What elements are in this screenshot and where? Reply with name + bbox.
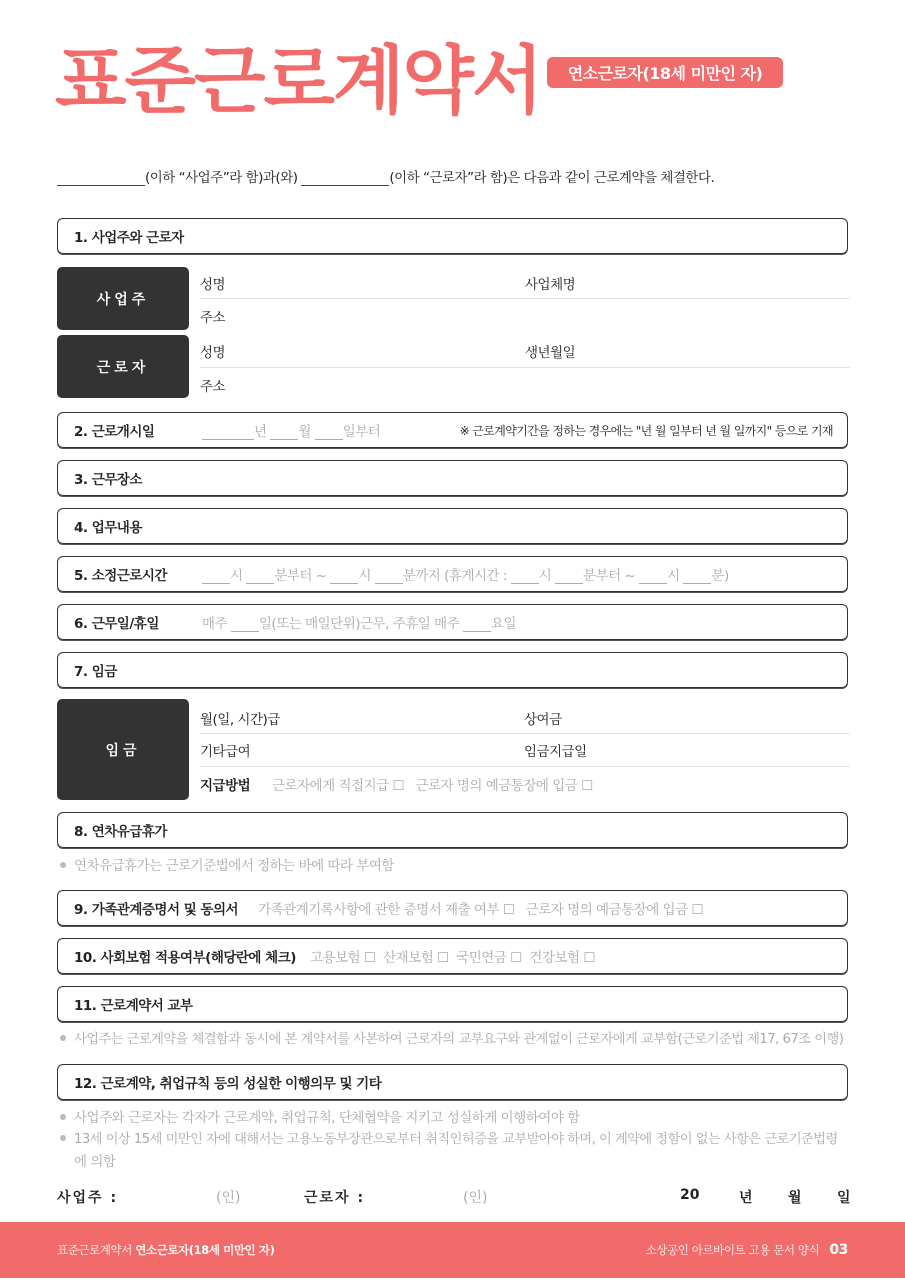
section-12-obligations: 12. 근로계약, 취업규칙 등의 성실한 이행의무 및 기타 (57, 1064, 848, 1100)
section-7-wage: 7. 임금 (57, 652, 848, 688)
date-year-label: 년 (739, 1190, 753, 1206)
footer-right: 소상공인 아르바이트 고용 문서 양식 03 (645, 1242, 848, 1258)
category-badge: 연소근로자(18세 미만인 자) (547, 57, 783, 88)
worker-birth-label: 생년월일 (525, 345, 576, 361)
weekly-holiday-blank[interactable] (463, 619, 491, 632)
date-day-label: 일 (837, 1190, 851, 1206)
annual-leave-bullet: 연차유급휴가는 근로기준법에서 정하는 바에 따라 부여함 (60, 855, 394, 877)
day-blank[interactable] (315, 427, 343, 440)
insurance-options[interactable]: 고용보험 ☐ 산재보험 ☐ 국민연금 ☐ 건강보험 ☐ (309, 950, 595, 966)
page-number: 03 (829, 1242, 848, 1258)
month-blank[interactable] (270, 427, 298, 440)
worker-seal[interactable]: (인) (463, 1190, 488, 1206)
section-10-social-insurance: 10. 사회보험 적용여부(해당란에 체크) 고용보험 ☐ 산재보험 ☐ 국민연금 ☐ 건강보험 ☐ (57, 938, 848, 974)
bullet-icon (60, 1035, 66, 1041)
obligation-bullet-2-cont: 에 의함 (74, 1154, 116, 1170)
section-2-start-date: 2. 근로개시일 년 월 일부터 ※ 근로계약기간을 정하는 경우에는 "년 월 일부터 년 월 일까지" 등으로 기재 (57, 412, 848, 448)
section-8-annual-leave: 8. 연차유급휴가 (57, 812, 848, 848)
worker-box: 근로자 (57, 335, 189, 398)
intro-sentence: (이하 “사업주”라 함)과(와) (이하 “근로자”라 함)은 다음과 같이 근로계약을 체결한다. (57, 166, 714, 186)
break-end-min-blank[interactable] (683, 571, 711, 584)
bullet-icon (60, 1114, 66, 1120)
page-footer (0, 1222, 905, 1278)
employer-box: 사업주 (57, 267, 189, 330)
section-11-contract-delivery: 11. 근로계약서 교부 (57, 986, 848, 1022)
end-hour-blank[interactable] (330, 571, 358, 584)
document-title: 표준근로계약서 (55, 38, 542, 124)
section-5-working-hours: 5. 소정근로시간 시 분부터 ~ 시 분까지 (휴게시간 : 시 분부터 ~ 시 분) (57, 556, 848, 592)
payment-method-options[interactable]: 근로자에게 직접지급 ☐ 근로자 명의 예금통장에 입금 ☐ (272, 778, 593, 794)
worker-name-label: 성명 (200, 345, 226, 361)
section-4-duties: 4. 업무내용 (57, 508, 848, 544)
divider (200, 766, 850, 767)
section-3-workplace: 3. 근무장소 (57, 460, 848, 496)
end-min-blank[interactable] (375, 571, 403, 584)
start-min-blank[interactable] (246, 571, 274, 584)
date-month-label: 월 (788, 1190, 802, 1206)
break-start-min-blank[interactable] (555, 571, 583, 584)
days-per-week-blank[interactable] (231, 619, 259, 632)
employer-name-label: 성명 (200, 277, 226, 293)
worker-blank[interactable] (301, 172, 389, 186)
monthly-wage-label: 월(일, 시간)급 (200, 712, 280, 728)
section-1-header: 1. 사업주와 근로자 (57, 218, 848, 254)
payday-label: 임금지급일 (524, 744, 587, 760)
section-9-family-certificate: 9. 가족관계증명서 및 동의서 가족관계기록사항에 관한 증명서 제출 여부 ☐ 근로자 명의 예금통장에 입금 ☐ (57, 890, 848, 926)
contract-delivery-bullet: 사업주는 근로계약을 체결함과 동시에 본 계약서를 사본하여 근로자의 교부요구와 관계없이 근로자에게 교부함(근로기준법 제17, 67조 이행) (60, 1029, 843, 1051)
employer-business-label: 사업체명 (525, 277, 576, 293)
employer-blank[interactable] (57, 172, 145, 186)
divider (200, 367, 850, 368)
bullet-icon (60, 1135, 66, 1141)
section-6-workdays: 6. 근무일/휴일 매주 일(또는 매일단위)근무, 주휴일 매주 요일 (57, 604, 848, 640)
footer-left: 표준근로계약서 연소근로자(18세 미만인 자) (57, 1243, 275, 1257)
worker-signature-label: 근로자 : (304, 1190, 366, 1206)
break-start-hour-blank[interactable] (511, 571, 539, 584)
year-blank[interactable] (202, 427, 254, 440)
employer-seal[interactable]: (인) (216, 1190, 241, 1206)
bonus-label: 상여금 (524, 712, 562, 728)
break-end-hour-blank[interactable] (639, 571, 667, 584)
divider (200, 733, 850, 734)
other-pay-label: 기타급여 (200, 744, 251, 760)
start-hour-blank[interactable] (202, 571, 230, 584)
employer-signature-label: 사업주 : (57, 1190, 119, 1206)
bullet-icon (60, 862, 66, 868)
wage-box: 임금 (57, 699, 189, 800)
contract-period-note: ※ 근로계약기간을 정하는 경우에는 "년 월 일부터 년 월 일까지" 등으로 기재 (459, 423, 833, 438)
family-certificate-options[interactable]: 가족관계기록사항에 관한 증명서 제출 여부 ☐ 근로자 명의 예금통장에 입금 ☐ (258, 902, 704, 918)
payment-method-label: 지급방법 (200, 778, 251, 794)
divider (200, 298, 850, 299)
employer-address-label: 주소 (200, 310, 226, 326)
obligation-bullet-1: 사업주와 근로자는 각자가 근로계약, 취업규칙, 단체협약을 지키고 성실하게 이행하여야 함 (60, 1107, 580, 1129)
date-year-prefix: 20 (680, 1187, 700, 1203)
obligation-bullet-2: 13세 이상 15세 미만인 자에 대해서는 고용노동부장관으로부터 취직인허증을 교부받아야 하며, 이 계약에 정함이 없는 사항은 근로기준법령 (60, 1129, 838, 1151)
worker-address-label: 주소 (200, 379, 226, 395)
